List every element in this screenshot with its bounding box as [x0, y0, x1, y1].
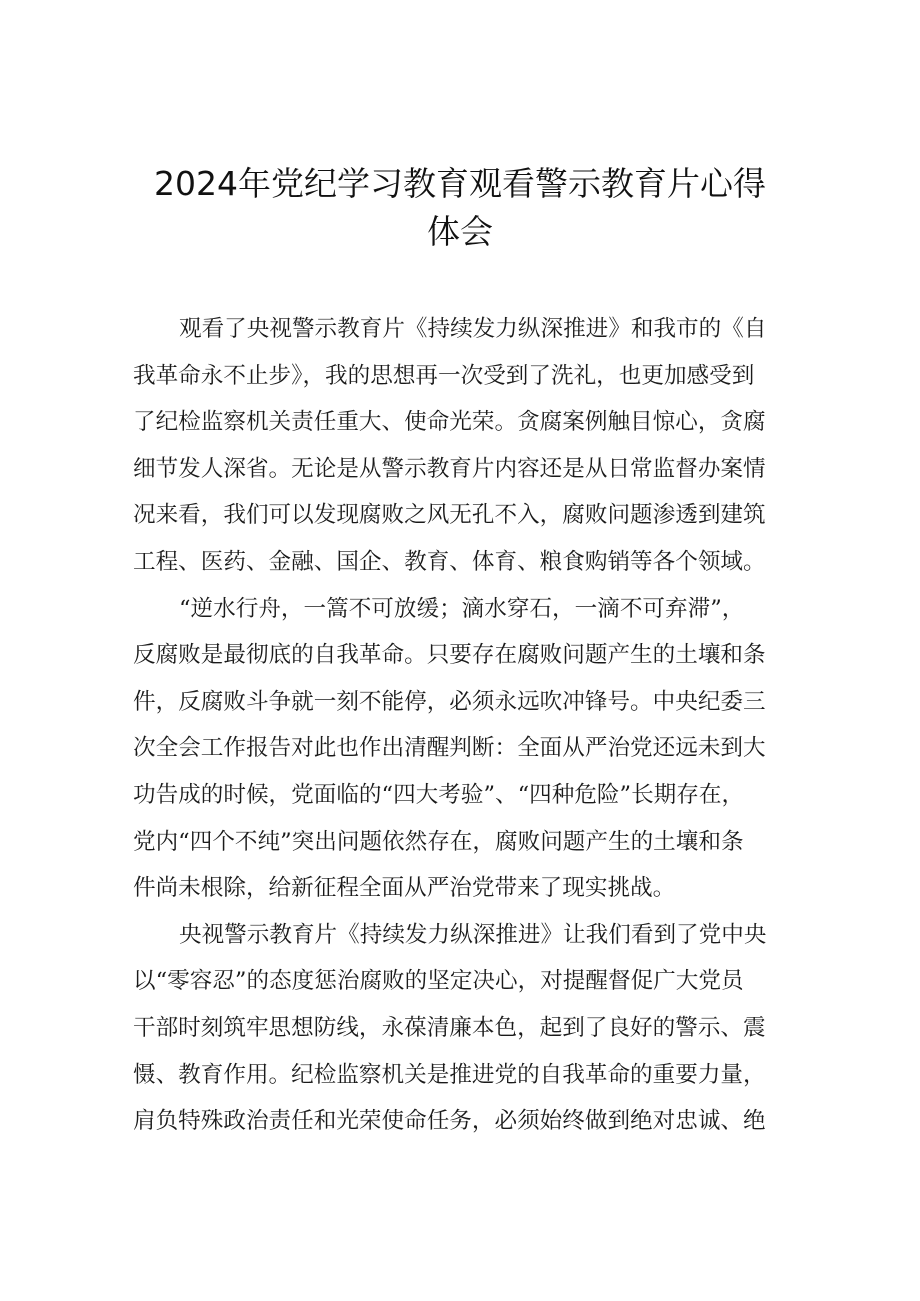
- title-line-2: 体会: [427, 212, 493, 251]
- paragraph-line: 工程、医药、金融、国企、教育、体育、粮食购销等各个领域。: [133, 548, 766, 575]
- paragraph-line: 我革命永不止步》，我的思想再一次受到了洗礼，也更加感受到: [133, 362, 755, 389]
- paragraph-line: 党内“四个不纯”突出问题依然存在，腐败问题产生的土壤和条: [133, 828, 744, 855]
- document-body: [133, 306, 797, 1145]
- paragraph-line: 以“零容忍”的态度惩治腐败的坚定决心，对提醒督促广大党员: [133, 968, 744, 995]
- paragraph-line: 细节发人深省。无论是从警示教育片内容还是从日常监督办案情: [133, 455, 766, 482]
- paragraph-line: 干部时刻筑牢思想防线，永葆清廉本色，起到了良好的警示、震: [133, 1014, 766, 1041]
- paragraph-line: 了纪检监察机关责任重大、使命光荣。贪腐案例触目惊心，贪腐: [133, 409, 766, 436]
- paragraph-line: 况来看，我们可以发现腐败之风无孔不入，腐败问题渗透到建筑: [133, 502, 766, 529]
- paragraph-line: 件，反腐败斗争就一刻不能停，必须永远吹冲锋号。中央纪委三: [133, 688, 766, 715]
- paragraph-line: 次全会工作报告对此也作出清醒判断：全面从严治党还远未到大: [133, 735, 766, 762]
- paragraph-line: 央视警示教育片《持续发力纵深推进》让我们看到了党中央: [179, 921, 767, 948]
- title-line-1: 2024年党纪学习教育观看警示教育片心得: [154, 164, 766, 203]
- paragraph-2: [133, 586, 797, 912]
- paragraph-line: 功告成的时候，党面临的“四大考验”、“四种危险”长期存在，: [133, 781, 745, 808]
- paragraph-1: [133, 306, 797, 586]
- document-title: [100, 160, 820, 256]
- paragraph-line: 肩负特殊政治责任和光荣使命任务，必须始终做到绝对忠诚、绝: [133, 1108, 766, 1135]
- paragraph-line: 反腐败是最彻底的自我革命。只要存在腐败问题产生的土壤和条: [133, 642, 766, 669]
- paragraph-3: [133, 912, 797, 1145]
- paragraph-line: “逆水行舟，一篙不可放缓；滴水穿石，一滴不可弃滞”，: [179, 595, 745, 622]
- paragraph-line: 件尚未根除，给新征程全面从严治党带来了现实挑战。: [133, 875, 676, 902]
- paragraph-line: 慑、教育作用。纪检监察机关是推进党的自我革命的重要力量，: [133, 1061, 766, 1088]
- paragraph-line: 观看了央视警示教育片《持续发力纵深推进》和我市的《自: [179, 316, 767, 342]
